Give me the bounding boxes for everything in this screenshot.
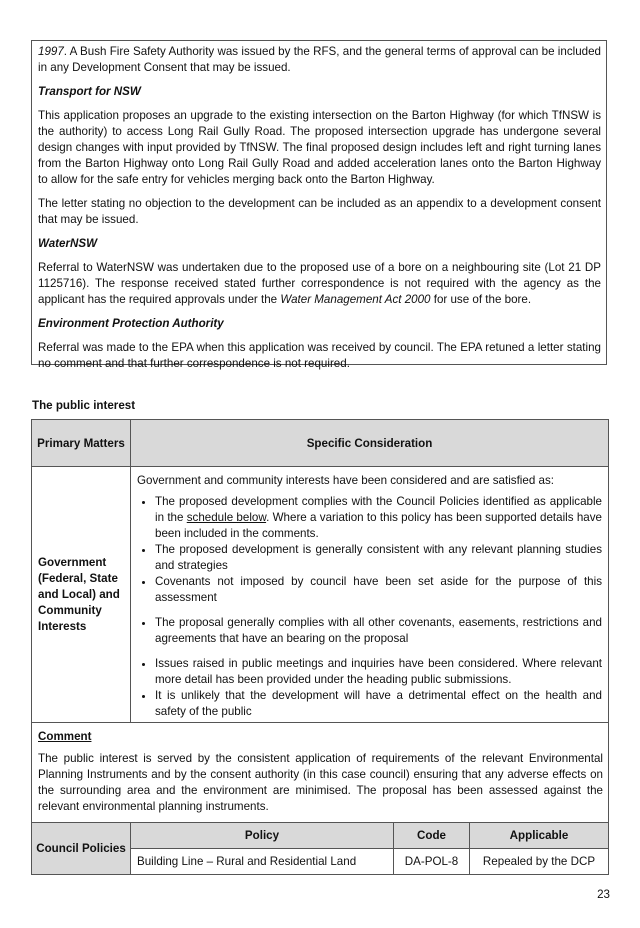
applicable-header: Applicable <box>470 823 609 849</box>
comment-row <box>32 723 609 824</box>
council-policies-label: Council Policies <box>32 823 131 875</box>
code-cell: DA-POL-8 <box>394 849 470 875</box>
page-number: 23 <box>597 888 610 901</box>
tfnsw-paragraph: This application proposes an upgrade to the existing intersection on the Barton Highway (for which TfNSW is the authority) to access Long Rail Gully Road. The proposed intersection upgrade has undergone several design changes with input provided by TfNSW. The final proposed design includes left and right turning lanes from the Barton Highway onto Long Rail Gully Road and added acceleration lanes onto the Barton Highway to allow for the safe entry for vehicles merging back onto the Barton Highway. <box>38 109 601 186</box>
consideration-list <box>137 494 602 720</box>
comment-text: The public interest is served by the consistent application of requirements of the relevant Environmental Planning Instruments and by the consent authority (in this case council) ensuring that any adverse effects on the surrounding area and the environment are minimised. The proposal has been assessed against the relevant environmental planning instruments. <box>38 752 603 813</box>
schedule-below-link[interactable]: schedule below <box>186 511 267 524</box>
waternsw-paragraph: Referral to WaterNSW was undertaken due to the proposed use of a bore on a neighbouring site (Lot 21 DP 1125716). The response received stated further correspondence is not required with the agency as the applicant has the required approvals under the Water Management Act 2000 for use of the bore. <box>38 261 601 306</box>
tfnsw-letter-paragraph: The letter stating no objection to the development can be included as an appendix to a development consent that may be issued. <box>38 197 601 226</box>
consideration-intro: Government and community interests have been considered and are satisfied as: <box>137 474 554 487</box>
consideration-cell <box>131 467 609 723</box>
list-item: • The proposed development is generally consistent with any relevant planning studies and strategies <box>155 542 602 574</box>
tfnsw-heading: Transport for NSW <box>38 85 141 98</box>
comment-cell <box>32 723 609 824</box>
policy-cell: Building Line – Rural and Residential Land <box>131 849 394 875</box>
table-header-row <box>32 420 609 467</box>
referrals-box <box>31 40 607 370</box>
applicable-cell: Repealed by the DCP <box>470 849 609 875</box>
public-interest-table <box>31 419 609 824</box>
list-item: • It is unlikely that the development will have a detrimental effect on the health and safety of the public <box>155 688 602 720</box>
list-item: • The proposed development complies with the Council Policies identified as applicable in the schedule below. Where a variation to this policy has been supported details have been included in the comments. <box>155 494 602 542</box>
government-label: Government (Federal, State and Local) and Community Interests <box>32 467 131 723</box>
epa-heading: Environment Protection Authority <box>38 317 224 330</box>
list-item: • Issues raised in public meetings and inquiries have been considered. Where relevant more detail has been provided under the heading public submissions. <box>155 656 602 688</box>
policy-header: Policy <box>131 823 394 849</box>
primary-matters-header: Primary Matters <box>32 420 131 467</box>
rfs-paragraph: 1997. A Bush Fire Safety Authority was issued by the RFS, and the general terms of approval can be included in any Development Consent that may be issued. <box>38 45 601 74</box>
waternsw-heading: WaterNSW <box>38 237 98 250</box>
section-title: The public interest <box>32 399 136 412</box>
list-item: • The proposal generally complies with all other covenants, easements, restrictions and agreements that have an bearing on the proposal <box>155 615 602 647</box>
epa-paragraph: Referral was made to the EPA when this application was received by council. The EPA retuned a letter stating no comment and that further correspondence is not required. <box>38 341 601 370</box>
comment-heading: Comment <box>38 730 92 743</box>
list-item: • Covenants not imposed by council have been set aside for the purpose of this assessment <box>155 574 602 606</box>
policies-header-row <box>32 823 609 849</box>
specific-consideration-header: Specific Consideration <box>131 420 609 467</box>
code-header: Code <box>394 823 470 849</box>
council-policies-table <box>31 822 609 875</box>
government-row <box>32 467 609 723</box>
